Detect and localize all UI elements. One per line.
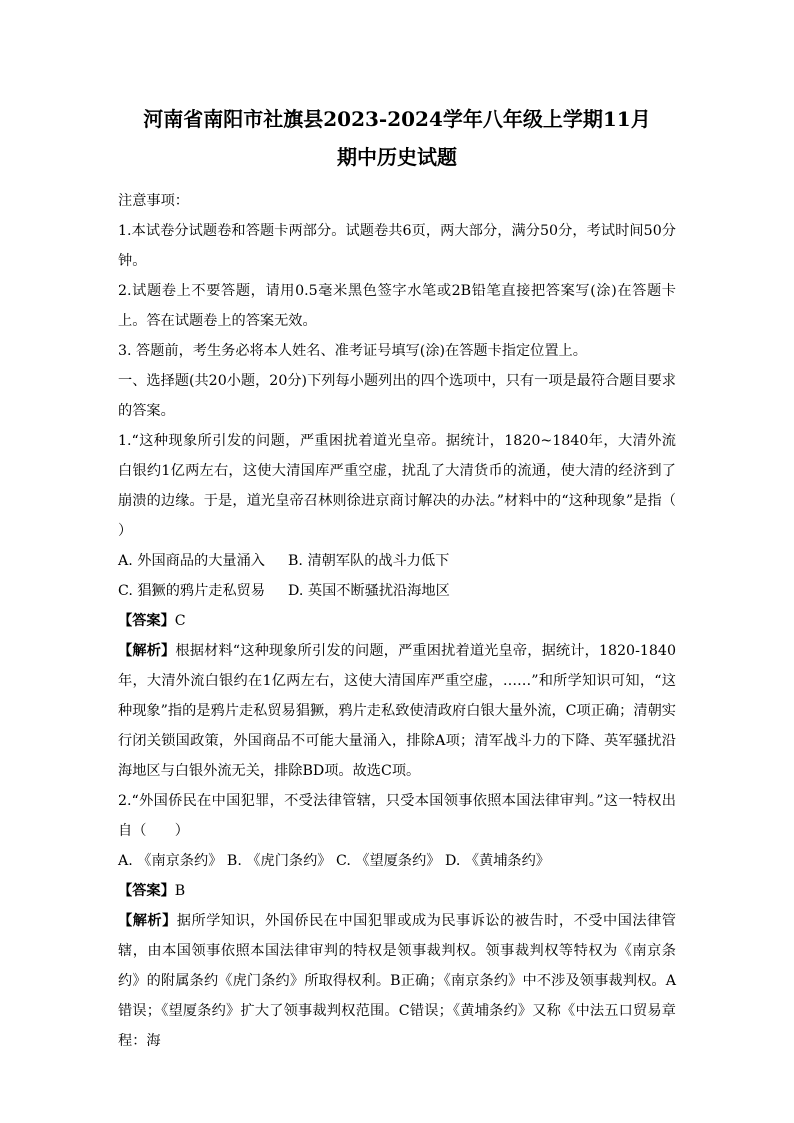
question-options-row: A. 《南京条约》 B. 《虎门条约》 C. 《望厦条约》 D. 《黄埔条约》 [118, 853, 550, 869]
analysis-label: 【解析】 [118, 643, 176, 659]
question-options-row-2 [118, 576, 676, 606]
notice-item-2: 2.试题卷上不要答题，请用0.5毫米黑色签字水笔或2B铅笔直接把答案写(涂)在答题卡上。答在试题卷上的答案无效。 [118, 283, 676, 329]
doc-title-line2: 期中历史试题 [337, 145, 457, 169]
option-c: C. 猖獗的鸦片走私贸易 [118, 583, 266, 599]
answer-value: B [174, 883, 186, 899]
answer-label: 【答案】 [118, 613, 175, 629]
doc-title-line1: 河南省南阳市社旗县2023-2024学年八年级上学期11月 [143, 107, 651, 131]
question-stem: 1.“这种现象所引发的问题，严重困扰着道光皇帝。据统计，1820~1840年，大清外流白银约1亿两左右，这使大清国库严重空虚，扰乱了大清货币的流通，使大清的经济到了崩溃的边缘。于是，道光皇帝召林则徐进京商讨解决的办法。”材料中的“这种现象”是指（ ） [118, 433, 705, 539]
answer-line [118, 606, 676, 636]
analysis-paragraph [118, 906, 676, 1056]
answer-line [118, 876, 676, 906]
notice-item-1: 1.本试卷分试题卷和答题卡两部分。试题卷共6页，两大部分，满分50分，考试时间50分钟。 [118, 223, 676, 269]
option-b: B. 清朝军队的战斗力低下 [288, 553, 450, 569]
option-d: D. 英国不断骚扰沿海地区 [288, 583, 450, 599]
section-heading: 一、选择题(共20小题，20分)下列每小题列出的四个选项中，只有一项是最符合题目要求的答案。 [118, 373, 676, 419]
analysis-text: 根据材料“这种现象所引发的问题，严重困扰着道光皇帝，据统计，1820-1840年，大清外流白银约在1亿两左右，这使大清国库严重空虚，……”和所学知识可知，“这种现象”指的是鸦片走私贸易猖獗，鸦片走私致使清政府白银大量外流，C项正确；清朝实行闭关锁国政策，外国商品不可能大量涌入，排除A项；清军战斗力的下降、英军骚扰沿海地区与白银外流无关，排除BD项。故选C项。 [118, 643, 676, 779]
question-options-row-1 [118, 546, 676, 576]
notice-item-3: 3. 答题前，考生务必将本人姓名、准考证号填写(涂)在答题卡指定位置上。 [118, 343, 587, 359]
question-1 [118, 426, 705, 786]
analysis-paragraph [118, 636, 676, 786]
answer-value: C [174, 613, 186, 629]
question-stem: 2.“外国侨民在中国犯罪，不受法律管辖，只受本国领事依照本国法律审判。”这一特权出自（ ） [118, 793, 676, 839]
analysis-text: 据所学知识，外国侨民在中国犯罪或成为民事诉讼的被告时，不受中国法律管辖，由本国领事依照本国法律审判的特权是领事裁判权。领事裁判权等特权为《南京条约》的附属条约《虎门条约》所取得权利。B正确；《南京条约》中不涉及领事裁判权。A错误；《望厦条约》扩大了领事裁判权范围。C错误；《黄埔条约》又称《中法五口贸易章程：海 [118, 913, 676, 1049]
notice-heading: 注意事项： [118, 193, 189, 209]
analysis-label: 【解析】 [118, 913, 177, 929]
option-a: A. 外国商品的大量涌入 [118, 553, 265, 569]
question-2 [118, 786, 676, 1056]
answer-label: 【答案】 [118, 883, 175, 899]
